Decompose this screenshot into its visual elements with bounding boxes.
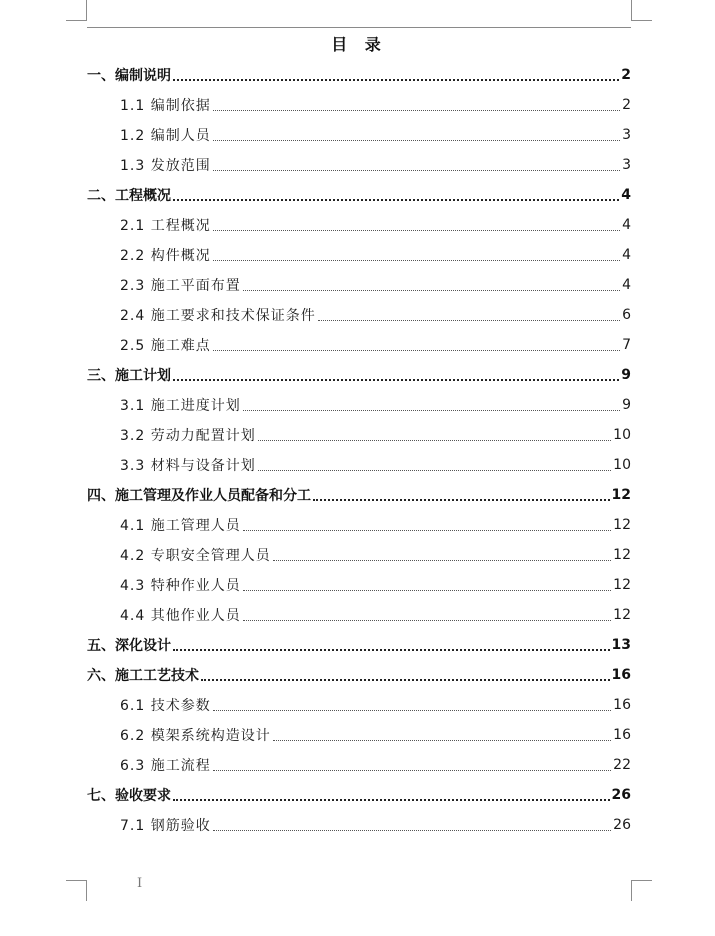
- toc-entry-page-number: 2: [621, 67, 631, 83]
- toc-dot-leader: [213, 710, 611, 711]
- toc-entry-page-number: 26: [613, 817, 631, 833]
- toc-entry-page-number: 9: [621, 367, 631, 383]
- toc-entry-page-number: 16: [613, 727, 631, 743]
- toc-entry-section[interactable]: [87, 540, 631, 570]
- toc-entry-section[interactable]: [87, 570, 631, 600]
- toc-entry-label: 3.3 材料与设备计划: [120, 458, 256, 474]
- toc-dot-leader: [173, 199, 619, 201]
- toc-entry-section[interactable]: [87, 300, 631, 330]
- toc-dot-leader: [243, 620, 611, 621]
- toc-entry-section[interactable]: [87, 120, 631, 150]
- toc-entry-section[interactable]: [87, 810, 631, 840]
- crop-mark-bottom-left: [66, 880, 87, 901]
- toc-dot-leader: [258, 470, 611, 471]
- toc-entry-section[interactable]: [87, 150, 631, 180]
- toc-dot-leader: [173, 799, 610, 801]
- toc-entry-label: 四、施工管理及作业人员配备和分工: [87, 488, 311, 504]
- toc-entry-label: 4.2 专职安全管理人员: [120, 548, 271, 564]
- toc-entry-label: 1.3 发放范围: [120, 158, 211, 174]
- toc-entry-page-number: 12: [613, 517, 631, 533]
- toc-entry-page-number: 2: [622, 97, 631, 113]
- toc-entry-page-number: 7: [622, 337, 631, 353]
- toc-entry-page-number: 26: [611, 787, 631, 803]
- toc-entry-label: 2.3 施工平面布置: [120, 278, 241, 294]
- toc-dot-leader: [173, 649, 610, 651]
- toc-dot-leader: [173, 379, 619, 381]
- toc-entry-label: 7.1 钢筋验收: [120, 818, 211, 834]
- toc-dot-leader: [213, 770, 611, 771]
- toc-entry-chapter[interactable]: [87, 630, 631, 660]
- toc-entry-page-number: 4: [621, 187, 631, 203]
- toc-entry-label: 4.1 施工管理人员: [120, 518, 241, 534]
- toc-dot-leader: [213, 830, 611, 831]
- toc-dot-leader: [318, 320, 620, 321]
- toc-entry-page-number: 12: [613, 577, 631, 593]
- toc-entry-label: 2.2 构件概况: [120, 248, 211, 264]
- toc-entry-chapter[interactable]: [87, 480, 631, 510]
- toc-entry-section[interactable]: [87, 390, 631, 420]
- toc-entry-page-number: 4: [622, 247, 631, 263]
- toc-entry-section[interactable]: [87, 510, 631, 540]
- toc-entry-section[interactable]: [87, 420, 631, 450]
- toc-dot-leader: [213, 230, 620, 231]
- toc-entry-page-number: 12: [611, 487, 631, 503]
- toc-entry-label: 6.1 技术参数: [120, 698, 211, 714]
- toc-entry-label: 六、施工工艺技术: [87, 668, 199, 684]
- toc-entry-page-number: 3: [622, 127, 631, 143]
- toc-entry-page-number: 16: [613, 697, 631, 713]
- toc-entry-label: 6.3 施工流程: [120, 758, 211, 774]
- toc-dot-leader: [313, 499, 610, 501]
- toc-entry-section[interactable]: [87, 690, 631, 720]
- toc-dot-leader: [243, 290, 620, 291]
- toc-entry-label: 1.1 编制依据: [120, 98, 211, 114]
- toc-entry-section[interactable]: [87, 240, 631, 270]
- toc-entry-label: 1.2 编制人员: [120, 128, 211, 144]
- toc-entry-label: 3.1 施工进度计划: [120, 398, 241, 414]
- crop-mark-top-left: [66, 0, 87, 21]
- toc-entry-label: 一、编制说明: [87, 68, 171, 84]
- toc-entry-page-number: 22: [613, 757, 631, 773]
- header-rule: [87, 27, 631, 28]
- toc-dot-leader: [243, 530, 611, 531]
- toc-entry-chapter[interactable]: [87, 180, 631, 210]
- toc-entry-section[interactable]: [87, 720, 631, 750]
- toc-dot-leader: [213, 170, 620, 171]
- toc-entry-label: 2.1 工程概况: [120, 218, 211, 234]
- toc-entry-label: 2.5 施工难点: [120, 338, 211, 354]
- toc-entry-chapter[interactable]: [87, 780, 631, 810]
- toc-entry-section[interactable]: [87, 270, 631, 300]
- toc-entry-label: 2.4 施工要求和技术保证条件: [120, 308, 316, 324]
- toc-entry-label: 3.2 劳动力配置计划: [120, 428, 256, 444]
- toc-entry-label: 七、验收要求: [87, 788, 171, 804]
- table-of-contents: [87, 60, 631, 840]
- toc-entry-page-number: 4: [622, 217, 631, 233]
- toc-dot-leader: [213, 260, 620, 261]
- toc-entry-page-number: 13: [611, 637, 631, 653]
- toc-dot-leader: [213, 110, 620, 111]
- toc-dot-leader: [213, 140, 620, 141]
- toc-dot-leader: [273, 740, 611, 741]
- toc-entry-page-number: 12: [613, 547, 631, 563]
- toc-entry-page-number: 10: [613, 427, 631, 443]
- toc-entry-page-number: 16: [611, 667, 631, 683]
- toc-entry-label: 4.3 特种作业人员: [120, 578, 241, 594]
- toc-entry-page-number: 9: [622, 397, 631, 413]
- toc-dot-leader: [258, 440, 611, 441]
- toc-dot-leader: [173, 79, 619, 81]
- toc-entry-section[interactable]: [87, 600, 631, 630]
- toc-entry-label: 二、工程概况: [87, 188, 171, 204]
- toc-entry-page-number: 3: [622, 157, 631, 173]
- toc-entry-section[interactable]: [87, 330, 631, 360]
- toc-entry-page-number: 4: [622, 277, 631, 293]
- toc-dot-leader: [213, 350, 620, 351]
- toc-entry-label: 4.4 其他作业人员: [120, 608, 241, 624]
- toc-title: 目 录: [331, 35, 387, 54]
- toc-entry-label: 6.2 模架系统构造设计: [120, 728, 271, 744]
- toc-entry-section[interactable]: [87, 210, 631, 240]
- toc-entry-chapter[interactable]: [87, 60, 631, 90]
- toc-entry-chapter[interactable]: [87, 660, 631, 690]
- toc-dot-leader: [201, 679, 610, 681]
- toc-entry-label: 五、深化设计: [87, 638, 171, 654]
- toc-dot-leader: [243, 410, 620, 411]
- toc-entry-section[interactable]: [87, 750, 631, 780]
- text-cursor-icon: I: [137, 876, 143, 891]
- toc-dot-leader: [243, 590, 611, 591]
- crop-mark-bottom-right: [631, 880, 652, 901]
- toc-entry-page-number: 6: [622, 307, 631, 323]
- toc-entry-page-number: 12: [613, 607, 631, 623]
- toc-entry-page-number: 10: [613, 457, 631, 473]
- toc-entry-section[interactable]: [87, 90, 631, 120]
- crop-mark-top-right: [631, 0, 652, 21]
- toc-dot-leader: [273, 560, 611, 561]
- toc-entry-label: 三、施工计划: [87, 368, 171, 384]
- toc-entry-chapter[interactable]: [87, 360, 631, 390]
- toc-entry-section[interactable]: [87, 450, 631, 480]
